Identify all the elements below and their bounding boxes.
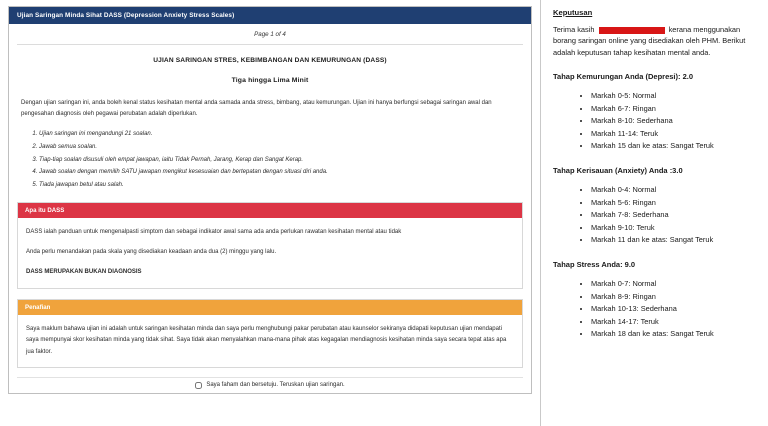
about-dass-paragraph-2: Anda perlu menandakan pada skala yang disediakan keadaan anda dua (2) minggu yang lalu. [26, 249, 277, 256]
intro-paragraph: Dengan ujian saringan ini, anda boleh kenal status kesihatan mental anda samada anda stress, bimbang, atau kemurungan. Ujian ini hanya berfungsi sebagai saringan awal dan pengesahan diagnosis oleh pegawai perubatan adalah diperlukan. [21, 100, 492, 118]
form-card [8, 6, 532, 394]
anxiety-band-list [553, 184, 758, 246]
list-item: • Markah 8-9: Ringan [591, 291, 758, 303]
list-item: • Markah 7-8: Sederhana [591, 209, 758, 221]
form-header-title: Ujian Saringan Minda Sihat DASS (Depression Anxiety Stress Scales) [9, 7, 531, 24]
list-item: • Markah 0-4: Normal [591, 184, 758, 196]
list-item: • Markah 8-10: Sederhana [591, 115, 758, 127]
list-item: 3. Tiap-tiap soalan disusuli oleh empat jawapan, iaitu Tidak Pernah, Jarang, Kerap dan Sangat Kerap. [39, 155, 531, 167]
results-intro [553, 24, 758, 58]
instruction-list [9, 129, 531, 191]
results-intro-before: Terima kasih [553, 25, 595, 34]
page-subtitle: Tiga hingga Lima Minit [231, 77, 309, 84]
disclaimer-body [18, 315, 522, 367]
results-title: Keputusan [553, 8, 593, 17]
about-dass-paragraph-1: DASS ialah panduan untuk mengenalpasti simptom dan sebagai indikator awal sama ada anda perlukan rawatan kesihatan mental atau tidak [26, 228, 402, 235]
list-item: • Markah 14-17: Teruk [591, 316, 758, 328]
list-item: 4. Jawab soalan dengan memilih SATU jawapan mengikut kesesuaian dan bertepatan dengan situasi diri anda. [39, 167, 531, 179]
about-dass-heading: Apa itu DASS [18, 203, 522, 218]
list-item: 2. Jawab semua soalan. [39, 142, 531, 154]
page-counter: Page 1 of 4 [17, 24, 523, 45]
agree-row[interactable] [17, 377, 523, 393]
disclaimer-heading: Penafian [18, 300, 522, 315]
list-item: • Markah 0-5: Normal [591, 90, 758, 102]
results-pane [541, 0, 768, 426]
list-item: 1. Ujian saringan ini mengandungi 21 soalan. [39, 129, 531, 141]
about-dass-paragraph-3: DASS MERUPAKAN BUKAN DIAGNOSIS [26, 269, 142, 276]
stress-score-heading: Tahap Stress Anda: 9.0 [553, 260, 636, 270]
anxiety-score-heading: Tahap Kerisauan (Anxiety) Anda :3.0 [553, 166, 683, 176]
agree-checkbox[interactable] [195, 382, 202, 389]
about-dass-body [18, 218, 522, 288]
list-item: • Markah 0-7: Normal [591, 278, 758, 290]
depression-band-list [553, 90, 758, 152]
disclaimer-text: Saya maklum bahawa ujian ini adalah untuk saringan kesihatan minda dan saya perlu menghubungi pakar perubatan atau kaunselor sekiranya didapati keputusan ujian mendapati saya mempunyai skor kesihatan minda yang tidak sihat. Saya tidak akan menyalahkan mana-mana pihak atas kegagalan mendiagnosis kesihatan minda saya secara tepat atas apa jua faktor. [26, 325, 507, 355]
list-item: • Markah 9-10: Teruk [591, 222, 758, 234]
list-item: • Markah 11 dan ke atas: Sangat Teruk [591, 234, 758, 246]
depression-score-heading: Tahap Kemurungan Anda (Depresi): 2.0 [553, 72, 694, 82]
disclaimer-section [17, 299, 523, 368]
stress-band-list [553, 278, 758, 340]
list-item: • Markah 6-7: Ringan [591, 103, 758, 115]
list-item: • Markah 11-14: Teruk [591, 128, 758, 140]
list-item: • Markah 18 dan ke atas: Sangat Teruk [591, 328, 758, 340]
list-item: 5. Tiada jawapan betul atau salah. [39, 180, 531, 192]
list-item: • Markah 5-6: Ringan [591, 197, 758, 209]
list-item: • Markah 15 dan ke atas: Sangat Teruk [591, 140, 758, 152]
about-dass-section [17, 202, 523, 289]
redacted-name [599, 27, 665, 34]
results-intro-after: kerana menggunakan borang saringan online yang disediakan oleh PHM. Berikut adalah keputusan tahap kesihatan mental anda. [553, 25, 746, 57]
list-item: • Markah 10-13: Sederhana [591, 303, 758, 315]
page-title: UJIAN SARINGAN STRES, KEBIMBANGAN DAN KEMURUNGAN (DASS) [153, 57, 387, 64]
agree-label: Saya faham dan bersetuju. Teruskan ujian saringan. [206, 382, 345, 389]
title-block [9, 45, 531, 86]
